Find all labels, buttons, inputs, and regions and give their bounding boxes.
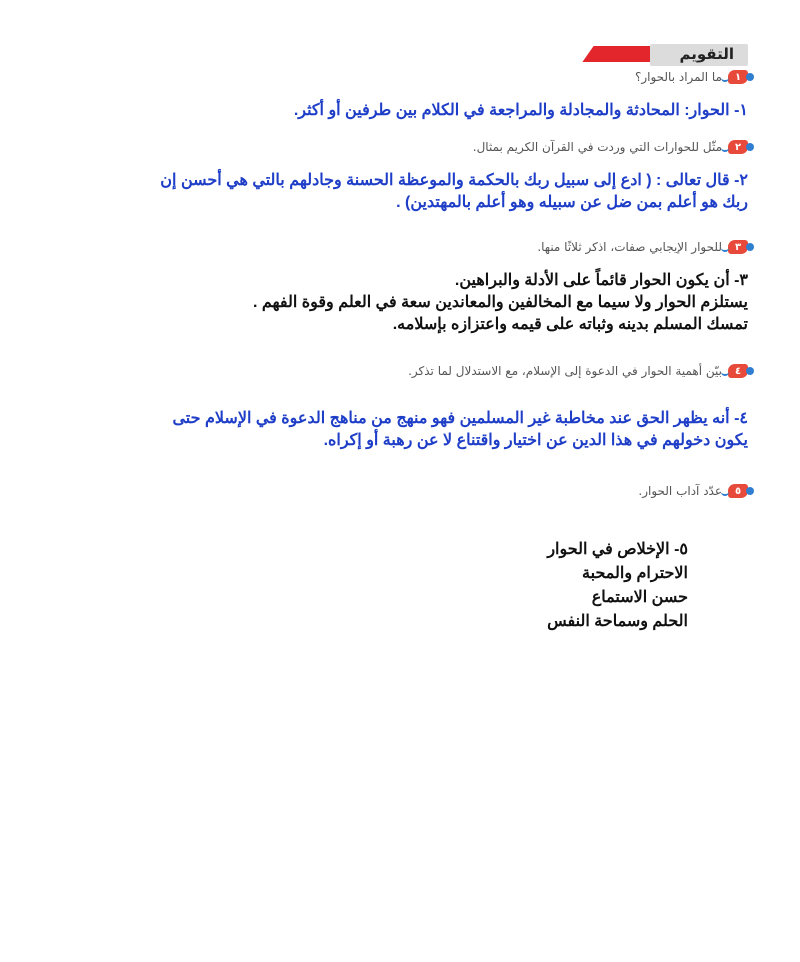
answer-3 [253,270,748,336]
answer-line: ١- الحوار: المحادثة والمجادلة والمراجعة في الكلام بين طرفين أو أكثر. [293,102,748,119]
answer-4 [172,408,748,452]
question-5 [638,484,748,498]
answer-line: الاحترام والمحبة [582,565,688,582]
question-3 [537,240,748,254]
answer-line: يكون دخولهم في هذا الدين عن اختيار واقتناع لا عن رهبة أو إكراه. [323,432,748,449]
answer-2 [160,170,748,214]
question-text: ما المراد بالحوار؟ [634,70,722,84]
section-banner [588,44,748,66]
question-4 [408,364,748,378]
answer-line: ربك هو أعلم بمن ضل عن سبيله وهو أعلم بالمهتدين) . [396,194,748,211]
question-2 [473,140,748,154]
question-number-icon: ٥ [728,484,748,498]
question-text: عدّد آداب الحوار. [638,484,722,498]
question-number-icon: ٣ [728,240,748,254]
answer-line: ٥- الإخلاص في الحوار [547,541,688,558]
answer-line: ٢- قال تعالى : ( ادع إلى سبيل ربك بالحكمة والموعظة الحسنة وجادلهم بالتي هي أحسن إن [160,172,748,189]
question-number-icon: ١ [728,70,748,84]
answer-line: تمسك المسلم بدينه وثباته على قيمه واعتزازه بإسلامه. [392,316,748,333]
section-title: التقويم [679,45,734,63]
answer-line: يستلزم الحوار ولا سيما مع المخالفين والمعاندين سعة في العلم وقوة الفهم . [252,294,748,311]
question-number-icon: ٢ [728,140,748,154]
answer-line: الحلم وسماحة النفس [547,613,688,630]
answer-line: ٣- أن يكون الحوار قائماً على الأدلة والبراهين. [454,272,748,289]
question-number-icon: ٤ [728,364,748,378]
question-1 [635,70,748,84]
answer-line: ٤- أنه يظهر الحق عند مخاطبة غير المسلمين فهو منهج من مناهج الدعوة في الإسلام حتى [172,410,748,427]
question-text: بيّن أهمية الحوار في الدعوة إلى الإسلام، مع الاستدلال لما تذكر. [408,364,722,378]
answer-1 [294,100,748,122]
question-text: للحوار الإيجابي صفات، اذكر ثلاثًا منها. [537,240,722,254]
answer-line: حسن الاستماع [591,589,688,606]
answer-5 [547,538,688,634]
question-text: مثّل للحوارات التي وردت في القرآن الكريم بمثال. [472,140,722,154]
